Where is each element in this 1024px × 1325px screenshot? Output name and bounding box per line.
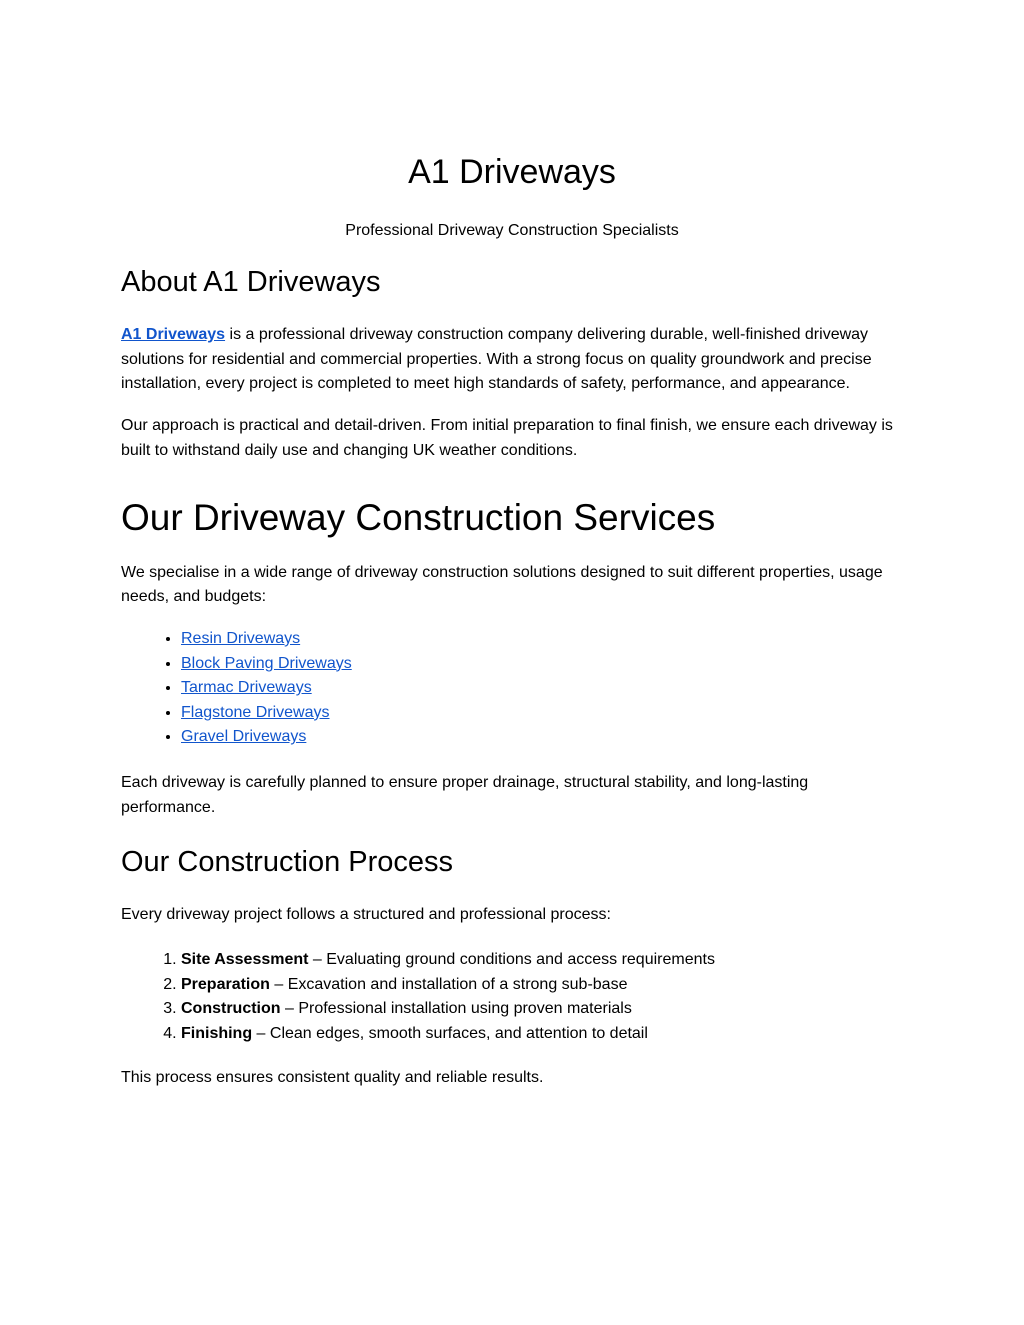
step-item xyxy=(181,997,903,1022)
step-description: – Excavation and installation of a strong sub-base xyxy=(269,975,628,993)
service-link-resin-driveways[interactable]: Resin Driveways xyxy=(181,629,301,647)
about-paragraph-2: Our approach is practical and detail-driven. From initial preparation to final finish, we ensure each driveway is built to withstand daily use and changing UK weather conditions. xyxy=(121,417,893,459)
list-item xyxy=(181,676,903,701)
service-link-flagstone-driveways[interactable]: Flagstone Driveways xyxy=(181,703,330,721)
step-item xyxy=(181,973,903,998)
list-item xyxy=(181,701,903,726)
list-item xyxy=(181,725,903,750)
service-link-gravel-driveways[interactable]: Gravel Driveways xyxy=(181,728,307,746)
process-heading: Our Construction Process xyxy=(121,846,454,879)
services-intro: We specialise in a wide range of driveway construction solutions designed to suit different properties, usage needs, and budgets: xyxy=(121,563,883,606)
services-list xyxy=(121,627,903,750)
service-link-tarmac-driveways[interactable]: Tarmac Driveways xyxy=(181,679,312,697)
doc-subtitle: Professional Driveway Construction Specialists xyxy=(345,222,679,239)
step-term: Construction xyxy=(181,1000,281,1017)
doc-title: A1 Driveways xyxy=(408,153,616,191)
process-list xyxy=(121,948,903,1046)
step-item xyxy=(181,1022,903,1047)
about-paragraph-1 xyxy=(121,323,903,397)
services-heading: Our Driveway Construction Services xyxy=(121,496,716,538)
process-intro: Every driveway project follows a structured and professional process: xyxy=(121,906,611,924)
step-description: – Professional installation using proven materials xyxy=(280,1000,632,1017)
step-description: – Evaluating ground conditions and access requirements xyxy=(308,951,715,968)
step-term: Site Assessment xyxy=(181,951,309,968)
services-outro: Each driveway is carefully planned to ensure proper drainage, structural stability, and long-lasting performance. xyxy=(121,773,809,816)
about-heading: About A1 Driveways xyxy=(121,266,381,298)
step-term: Finishing xyxy=(181,1024,253,1042)
step-item xyxy=(181,948,903,973)
step-term: Preparation xyxy=(181,975,270,993)
list-item xyxy=(181,627,903,652)
about-paragraph-1-text: is a professional driveway construction company delivering durable, well-finished driveway solutions for residential and commercial properties. With a strong focus on quality groundwork and precise installation, every project is completed to meet high standards of safety, performance, and appearance. xyxy=(121,326,872,393)
step-description: – Clean edges, smooth surfaces, and attention to detail xyxy=(252,1024,648,1042)
service-link-block-paving-driveways[interactable]: Block Paving Driveways xyxy=(181,654,352,672)
process-outro: This process ensures consistent quality and reliable results. xyxy=(121,1069,544,1086)
list-item xyxy=(181,652,903,677)
a1-driveways-link[interactable]: A1 Driveways xyxy=(121,326,226,343)
